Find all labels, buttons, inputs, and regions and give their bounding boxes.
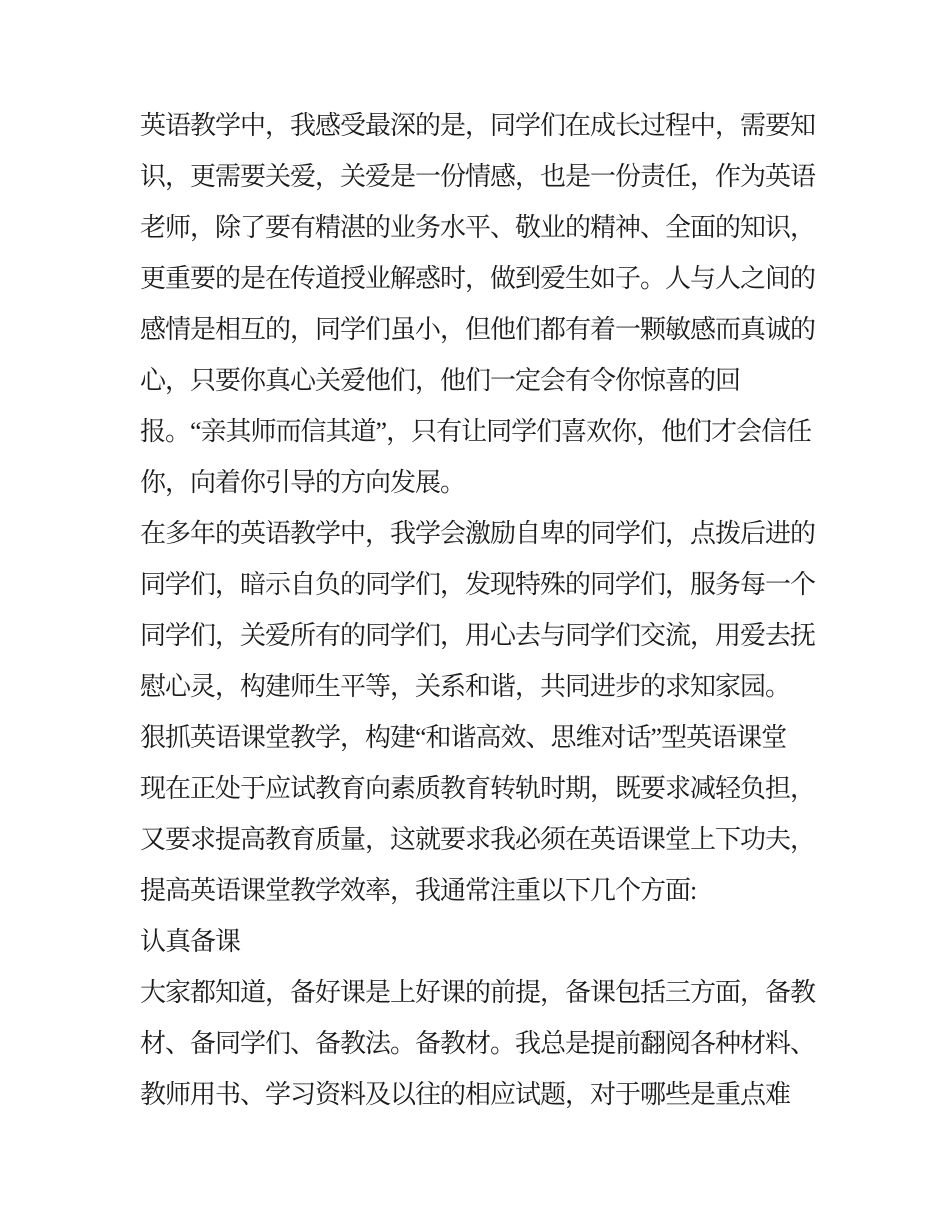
text-line: 认真备课 xyxy=(140,927,241,956)
text-line: 狠抓英语课堂教学，构建“和谐高效、思维对话”型英语课堂 xyxy=(140,723,787,752)
text-line: 识，更需要关爱，关爱是一份情感，也是一份责任，作为英语 xyxy=(140,162,816,191)
text-line: 在多年的英语教学中，我学会激励自卑的同学们，点拨后进的 xyxy=(140,519,816,548)
text-line: 慰心灵，构建师生平等，关系和谐，共同进步的求知家园。 xyxy=(140,672,791,701)
document-text xyxy=(140,100,830,1120)
text-line: 教师用书、学习资料及以往的相应试题，对于哪些是重点难 xyxy=(140,1080,791,1109)
text-line: 同学们，暗示自负的同学们，发现特殊的同学们，服务每一个 xyxy=(140,570,816,599)
text-line: 同学们，关爱所有的同学们，用心去与同学们交流，用爱去抚 xyxy=(140,621,816,650)
text-line: 大家都知道，备好课是上好课的前提，备课包括三方面，备教 xyxy=(140,978,816,1007)
text-line: 感情是相互的，同学们虽小，但他们都有着一颗敏感而真诚的 xyxy=(140,315,816,344)
text-line: 更重要的是在传道授业解惑时，做到爱生如子。人与人之间的 xyxy=(140,264,816,293)
text-line: 提高英语课堂教学效率，我通常注重以下几个方面: xyxy=(140,876,697,905)
text-line: 你，向着你引导的方向发展。 xyxy=(140,468,466,497)
text-line: 材、备同学们、备教法。备教材。我总是提前翻阅各种材料、 xyxy=(140,1029,816,1058)
text-line: 英语教学中，我感受最深的是，同学们在成长过程中，需要知 xyxy=(140,111,816,140)
text-line: 老师，除了要有精湛的业务水平、敬业的精神、全面的知识， xyxy=(140,213,816,242)
text-line: 心，只要你真心关爱他们，他们一定会有令你惊喜的回 xyxy=(140,366,741,395)
text-line: 报。“亲其师而信其道”，只有让同学们喜欢你，他们才会信任 xyxy=(140,417,812,446)
text-line: 又要求提高教育质量，这就要求我必须在英语课堂上下功夫， xyxy=(140,825,816,854)
text-line: 现在正处于应试教育向素质教育转轨时期，既要求减轻负担， xyxy=(140,774,816,803)
